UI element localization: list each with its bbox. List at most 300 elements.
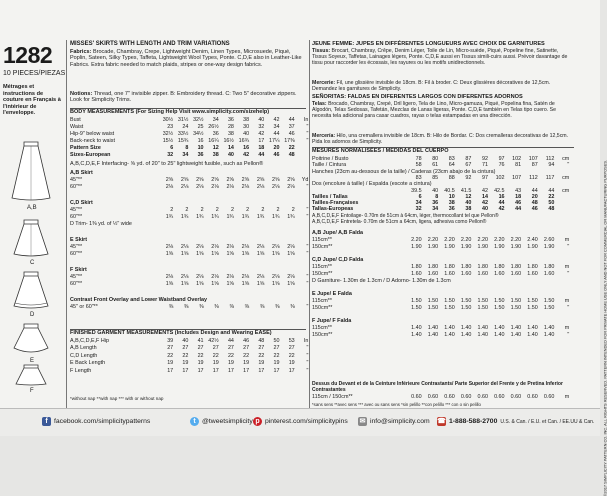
row-value: " — [306, 251, 309, 257]
row-value: 42 — [273, 117, 280, 123]
row-value: 1.60 — [527, 271, 538, 277]
row-value: 22 — [197, 352, 204, 359]
row-value: 2 — [170, 207, 174, 213]
notions-text: Thread, one 7" invisible zipper. B: Embroidery thread. C: Two 5" decorative zippers. Look for Simplicity Trims. — [70, 91, 297, 104]
row-value: 1.40 — [510, 325, 522, 331]
row-value: 1.40 — [411, 332, 422, 338]
pattern-pieces: 10 PIECES/PIEZAS — [3, 70, 66, 77]
row-value: 6 — [170, 145, 174, 151]
row-value: 36 — [432, 200, 439, 207]
row-label: Pattern Size — [70, 145, 101, 151]
row-value: 38 — [212, 152, 219, 158]
row-value: 2 — [291, 207, 295, 213]
row-value: 26½ — [208, 124, 219, 130]
row-value: 2⅛ — [165, 184, 174, 190]
row-value: 19 — [182, 360, 189, 367]
row-label: F Length — [70, 367, 92, 374]
row-value: ⅜ — [229, 304, 234, 310]
row-value: 40 — [432, 187, 439, 194]
row-value: 27 — [273, 345, 280, 352]
row-value: 10 — [197, 145, 204, 151]
row-value: 83 — [415, 174, 422, 181]
yardage-group-heading: F Skirt — [70, 267, 87, 273]
row-value: " — [306, 274, 309, 280]
row-value: 0.60 — [460, 394, 472, 400]
row-value: 2⅛ — [272, 184, 280, 190]
row-label: Back-neck to waist — [70, 138, 115, 144]
row-value: " — [306, 131, 309, 137]
row-value: 2⅛ — [256, 184, 265, 190]
row-value: 2⅛ — [287, 184, 295, 190]
row-value: cm — [562, 174, 570, 181]
row-value: 1.40 — [427, 332, 439, 338]
row-value: 2.20 — [510, 237, 522, 243]
row-value: 36 — [227, 117, 234, 123]
row-value: " — [306, 352, 309, 359]
row-value: 18 — [515, 193, 522, 200]
row-value: 1.40 — [444, 332, 455, 338]
row-value: 27 — [212, 345, 219, 352]
figure-label-e: E — [30, 358, 35, 364]
row-value: 92 — [481, 156, 488, 162]
row-value: 27 — [288, 345, 295, 352]
row-label: A,B Length — [70, 345, 97, 352]
row-value: 81 — [515, 162, 522, 169]
row-value: " — [306, 360, 309, 367]
row-value: 44 — [498, 200, 505, 207]
row-value: 32 — [258, 124, 265, 130]
row-value: 0.60 — [510, 394, 522, 400]
row-value: 2⅛ — [211, 244, 219, 250]
row-value: 1.50 — [510, 298, 522, 304]
row-value: " — [306, 345, 309, 352]
row-value: 17 — [197, 367, 204, 374]
row-value: 39 — [167, 338, 174, 344]
row-value: 0.60 — [411, 394, 422, 400]
facebook-link[interactable] — [42, 417, 150, 426]
row-label: 45"** — [70, 177, 83, 183]
row-value: 42 — [481, 187, 488, 194]
figure-label-d: D — [30, 312, 35, 318]
row-value: 36 — [448, 206, 455, 213]
row-value: 1⅝ — [196, 281, 204, 287]
row-value: 32½ — [162, 131, 174, 137]
row-value: 2⅛ — [180, 184, 189, 190]
row-value: 34 — [432, 206, 439, 213]
row-value: 2⅝ — [180, 177, 189, 183]
entretela-text: A,B,C,D,E,F Entretela- 0.70m de 51cm a 64cm, ligera, adhesiva como Pellon® — [312, 219, 487, 225]
row-value: 67 — [465, 162, 472, 169]
trim-note: D Trim- 1⅜ yd. of ½" wide — [70, 221, 132, 227]
email-text: info@simplicity.com — [370, 418, 430, 425]
row-value: 1.50 — [477, 305, 488, 311]
row-value: 1⅝ — [226, 281, 234, 287]
row-value: 1.50 — [427, 305, 439, 311]
row-value: 40.5 — [444, 187, 455, 194]
row-label: 60"** — [70, 281, 83, 287]
tissus-label: Tissus: — [312, 48, 331, 54]
row-value: " — [306, 281, 309, 287]
row-value: 38 — [448, 200, 455, 207]
row-value: 94 — [548, 162, 555, 169]
row-value: 12 — [212, 145, 219, 151]
row-value: 22 — [288, 145, 295, 151]
row-value: 2⅛ — [241, 274, 250, 280]
pinterest-link[interactable] — [253, 417, 348, 426]
row-value: 2⅛ — [196, 184, 204, 190]
row-value: 2⅛ — [165, 274, 174, 280]
row-value: 1.50 — [477, 298, 488, 304]
row-value: 1⅝ — [226, 251, 234, 257]
row-value: 1⅝ — [165, 251, 174, 257]
row-value: " — [306, 138, 309, 144]
row-value: 48 — [531, 200, 538, 207]
row-value: 32 — [415, 206, 422, 213]
row-value: 22 — [182, 352, 189, 359]
row-value: 8 — [435, 193, 439, 200]
row-value: 0.60 — [527, 394, 538, 400]
row-value: 44 — [531, 187, 538, 194]
row-value: 2⅛ — [226, 274, 234, 280]
telas-text: Brocado, Chambray, Crepé, Dril ligero, Tela de Lino, Micro-gamuza, Piqué, Popelina fina, Satén de Algodón, Telas Sedosas, Tafetán, Mezclas de Lanas ligeras, Ponte. C,D,E también en Telas tipo cuero. Se necesita tela adicional para casar cuadros, rayas o telas estampadas en una dirección. — [312, 101, 556, 119]
row-value: 2 — [246, 207, 250, 213]
yardage-group-heading: A,B Skirt — [70, 170, 93, 176]
row-value: 112 — [545, 156, 555, 162]
row-value: 32 — [167, 152, 174, 158]
row-value: 102 — [495, 174, 505, 181]
email-link[interactable] — [358, 417, 430, 426]
row-value: 1.40 — [510, 332, 522, 338]
row-value: 32½ — [193, 117, 204, 123]
row-value: 48 — [548, 206, 555, 213]
row-value: 1¾ — [287, 214, 295, 220]
row-value: 2 — [276, 207, 280, 213]
pinterest-icon: p — [253, 417, 262, 426]
row-value: 53 — [288, 338, 295, 344]
dessus-text: Dessus du Devant et de la Ceinture Inférieure Contrastants/ Parte Superior del Frente y de Pretina Inferior Contrastantes — [312, 381, 563, 393]
region-text: U.S. & Can. / E.U. et Can. / EE.UU & Can. — [500, 418, 595, 425]
row-value: 1.50 — [427, 298, 439, 304]
entoilage-block — [312, 213, 574, 227]
row-value: ⅜ — [183, 304, 189, 310]
french-notions — [312, 80, 574, 93]
row-value: 87 — [465, 156, 472, 162]
row-value: 40 — [227, 152, 234, 158]
twitter-link[interactable] — [190, 417, 253, 426]
row-value: 2⅝ — [196, 177, 204, 183]
row-value: 2⅛ — [287, 274, 295, 280]
row-value: ⅜ — [259, 304, 265, 310]
row-value: 2⅛ — [272, 244, 280, 250]
row-value: " — [567, 305, 570, 311]
row-value: 1.80 — [460, 264, 472, 270]
row-value: 38 — [227, 131, 234, 137]
row-value: 46 — [288, 131, 295, 137]
english-notions — [70, 91, 306, 105]
row-label: Bust — [70, 117, 81, 123]
row-value: 16¼ — [208, 138, 219, 144]
row-value: 43 — [515, 187, 522, 194]
row-label: 115cm** — [312, 325, 332, 331]
row-value: 2.20 — [477, 237, 488, 243]
row-label: E Back Length — [70, 360, 106, 367]
row-value: 1.90 — [411, 244, 422, 250]
row-value: 97 — [498, 156, 505, 162]
row-value: 1.40 — [494, 332, 505, 338]
row-value: 39.5 — [411, 187, 422, 194]
yardage-group-heading: Contrast Front Overlay and Lower Waistband Overlay — [70, 297, 207, 303]
row-value: " — [306, 367, 309, 374]
row-value: 1¾ — [272, 214, 280, 220]
yardage-group-heading: E Skirt — [70, 237, 88, 243]
divider-left — [66, 40, 67, 410]
row-value: 16½ — [223, 138, 234, 144]
row-value: 1.80 — [477, 264, 488, 270]
row-value: 42 — [258, 131, 265, 137]
row-value: 34 — [273, 124, 280, 130]
row-value: 22 — [227, 352, 234, 359]
row-value: 23 — [167, 124, 174, 130]
row-value: 64 — [448, 162, 455, 169]
row-value: 1¾ — [241, 214, 250, 220]
row-value: 1.90 — [427, 244, 439, 250]
row-value: 41 — [197, 338, 204, 344]
row-value: 16 — [197, 138, 204, 144]
row-value: 1.90 — [494, 244, 505, 250]
row-value: 40 — [258, 117, 265, 123]
row-value: 2 — [230, 207, 234, 213]
row-value: 40 — [243, 131, 250, 137]
row-value: 2⅛ — [226, 184, 234, 190]
row-label: Dos (encolure à taille) / Espalda (escote a cintura) — [312, 181, 432, 188]
tissus-text: Brocart, Chambray, Crêpe, Denim Léger, Toile de Lin, Micro-suède, Piqué, Popeline fine, Satinette, Tissus Soyeux, Taffetas, Lainages légers, Ponte. C,D,E aussi en Tissus simili-cuirs aussi. Prévoir davantage de tissu pour raccorder les écossais, les rayures ou les motifs unidirectionnels. — [312, 48, 568, 66]
row-value: 1.40 — [477, 325, 488, 331]
row-value: 1.60 — [510, 271, 522, 277]
row-value: 15½ — [162, 138, 174, 144]
merceria-text: Hilo, una cremallera invisible de 18cm. B: Hilo de Bordar. C: Dos cremalleras decorativas de 12,5cm. Pida los adornos de Simplicity. — [312, 133, 569, 145]
row-value: 2.20 — [427, 237, 439, 243]
row-value: 1⅝ — [241, 251, 250, 257]
row-value: 2⅝ — [165, 177, 174, 183]
row-value: 117 — [545, 174, 555, 181]
twitter-text: @tweetsimplicity — [202, 418, 253, 425]
row-value: 24 — [182, 124, 189, 130]
row-value: 2⅝ — [211, 177, 219, 183]
row-value: " — [306, 214, 309, 220]
row-value: 1.80 — [494, 264, 505, 270]
row-value: 34 — [415, 200, 422, 207]
row-label: 115cm** — [312, 298, 332, 304]
row-value: 1⅝ — [180, 281, 189, 287]
row-value: 112 — [529, 174, 538, 181]
row-value: 14 — [227, 145, 234, 151]
row-value: 16¾ — [238, 138, 250, 144]
row-value: 92 — [465, 174, 472, 181]
row-value: 42 — [243, 152, 250, 158]
row-value: 44 — [288, 117, 295, 123]
row-value: " — [567, 332, 570, 338]
row-value: 27 — [243, 345, 250, 352]
row-value: 44 — [548, 187, 555, 194]
skirt-figure-d — [10, 270, 52, 310]
row-label: Hip-9" below waist — [70, 131, 115, 137]
row-value: 22 — [273, 352, 280, 359]
row-value: 2⅛ — [272, 274, 280, 280]
row-value: 2⅛ — [180, 274, 189, 280]
row-value: 1.50 — [411, 298, 422, 304]
row-value: 18 — [258, 145, 265, 151]
row-value: " — [567, 271, 570, 277]
row-value: 1⅝ — [256, 251, 265, 257]
english-title: MISSES' SKIRTS WITH LENGTH AND TRIM VARIATIONS — [70, 41, 230, 47]
row-value: 34 — [182, 152, 189, 158]
row-value: ⅜ — [168, 304, 174, 310]
row-value: 1.40 — [460, 332, 472, 338]
row-value: 78 — [415, 156, 422, 162]
spanish-fabrics — [312, 101, 574, 133]
row-value: 80 — [432, 156, 439, 162]
row-value: 1.50 — [444, 305, 455, 311]
row-value: 38 — [465, 206, 472, 213]
row-value: 1⅝ — [256, 281, 265, 287]
row-value: 1.40 — [444, 325, 455, 331]
row-value: m — [564, 264, 570, 270]
row-label: Taille / Cintura — [312, 162, 347, 169]
row-value: 44 — [258, 152, 265, 158]
email-icon: ✉ — [359, 418, 366, 425]
row-value: 1⅝ — [180, 251, 189, 257]
row-value: ⅜ — [290, 304, 295, 310]
row-value: 6 — [418, 193, 422, 200]
metrage-group-heading: F Jupe/ F Falda — [312, 318, 352, 324]
row-value: 2⅝ — [272, 177, 280, 183]
row-value: 1⅝ — [211, 251, 219, 257]
row-value: 17 — [273, 367, 280, 374]
row-value: 2⅛ — [196, 274, 204, 280]
row-value: 1.60 — [477, 271, 488, 277]
row-label: 150cm** — [312, 244, 333, 250]
row-label: 45"** — [70, 274, 83, 280]
row-value: 22 — [212, 352, 219, 359]
footer-bar — [0, 408, 600, 436]
row-value: 25 — [197, 124, 204, 130]
finished-measurements-heading: FINISHED GARMENT MEASUREMENTS (Includes Design and Wearing EASE) — [70, 330, 272, 336]
row-value: 2⅛ — [165, 244, 174, 250]
fabrics-label: Fabrics: — [70, 49, 92, 55]
row-value: 27 — [258, 345, 265, 352]
row-value: 1.40 — [477, 332, 488, 338]
row-value: 38 — [243, 117, 250, 123]
row-value: 1.40 — [527, 325, 538, 331]
row-value: 44 — [227, 338, 234, 344]
row-value: 2.20 — [411, 237, 422, 243]
row-value: 20 — [531, 193, 538, 200]
row-label: Tailles-Françaises — [312, 200, 359, 207]
row-value: 2.20 — [444, 237, 455, 243]
row-value: 17 — [227, 367, 234, 374]
row-value: 0.60 — [543, 394, 555, 400]
row-value: 16 — [498, 193, 505, 200]
row-value: 27 — [197, 345, 204, 352]
row-label: Waist — [70, 124, 84, 130]
row-value: 8 — [185, 145, 189, 151]
row-value: 2⅛ — [196, 244, 204, 250]
row-value: 22 — [288, 352, 295, 359]
row-value: 2⅛ — [180, 244, 189, 250]
spanish-title: SEÑORITAS: FALDAS EN DIFERENTES LARGOS CON DIFERENTES ADORNOS — [312, 94, 523, 100]
metrage-group-heading: C,D Jupe/ C,D Falda — [312, 257, 364, 263]
twitter-icon: t — [190, 417, 199, 426]
row-value: 1.60 — [543, 271, 555, 277]
row-value: 2⅝ — [241, 177, 250, 183]
row-value: " — [306, 124, 309, 130]
row-value: 85 — [432, 174, 439, 181]
row-value: " — [306, 184, 309, 190]
row-value: 31½ — [177, 117, 189, 123]
row-value: 76 — [498, 162, 505, 169]
facebook-text: facebook.com/simplicitypatterns — [54, 418, 151, 425]
row-value: 27 — [167, 345, 174, 352]
row-value: 1.50 — [510, 305, 522, 311]
row-value: 19 — [258, 360, 265, 367]
figure-label-c: C — [30, 260, 35, 266]
row-value: 19 — [227, 360, 234, 367]
english-footnote: *without nap **with nap *** with or without nap — [70, 396, 164, 401]
row-value: 1⅝ — [196, 251, 204, 257]
row-value: ⅜ — [244, 304, 250, 310]
row-value: 40 — [481, 206, 488, 213]
row-value: 1¾ — [211, 214, 219, 220]
row-value: 17 — [258, 138, 265, 144]
row-value: 1.50 — [543, 298, 555, 304]
row-value: 2⅛ — [241, 184, 250, 190]
row-value: 33½ — [177, 131, 189, 137]
row-value: 2 — [200, 207, 204, 213]
french-fabrics — [312, 48, 574, 80]
row-label: A,B,C,D,E,F Hip — [70, 338, 109, 344]
row-value: 19 — [273, 360, 280, 367]
row-label: Tailles / Tallas — [312, 193, 348, 200]
row-value: 19 — [288, 360, 295, 367]
row-value: 2⅝ — [226, 177, 234, 183]
row-label: 45"** — [70, 207, 83, 213]
row-value: 10 — [448, 193, 455, 200]
row-value: 1.80 — [411, 264, 422, 270]
mesures-heading: MESURES NORMALISÉES / MEDIDAS DEL CUERPO — [312, 148, 449, 154]
row-value: 2.20 — [460, 237, 472, 243]
row-value: 58 — [415, 162, 422, 169]
row-value: 1.40 — [543, 332, 555, 338]
row-value: 46 — [243, 338, 250, 344]
figure-label-ab: A,B — [27, 205, 37, 211]
row-value: 1.50 — [494, 298, 505, 304]
row-value: 1¾ — [180, 214, 189, 220]
row-value: ⅜ — [199, 304, 204, 310]
row-value: 1⅝ — [272, 251, 280, 257]
divider-center — [309, 40, 310, 410]
row-value: 19 — [167, 360, 174, 367]
row-value: 88 — [448, 174, 455, 181]
figure-label-f: F — [30, 388, 34, 394]
row-value: 17 — [258, 367, 265, 374]
row-value: 1.80 — [444, 264, 455, 270]
row-label: Tallas-Europeas — [312, 206, 354, 213]
row-value: 50 — [273, 338, 280, 344]
phone-text: 1-888-588-2700 — [449, 418, 498, 425]
row-value: 42 — [481, 200, 488, 207]
row-value: 1.60 — [494, 271, 505, 277]
row-value: 42½ — [208, 338, 219, 344]
